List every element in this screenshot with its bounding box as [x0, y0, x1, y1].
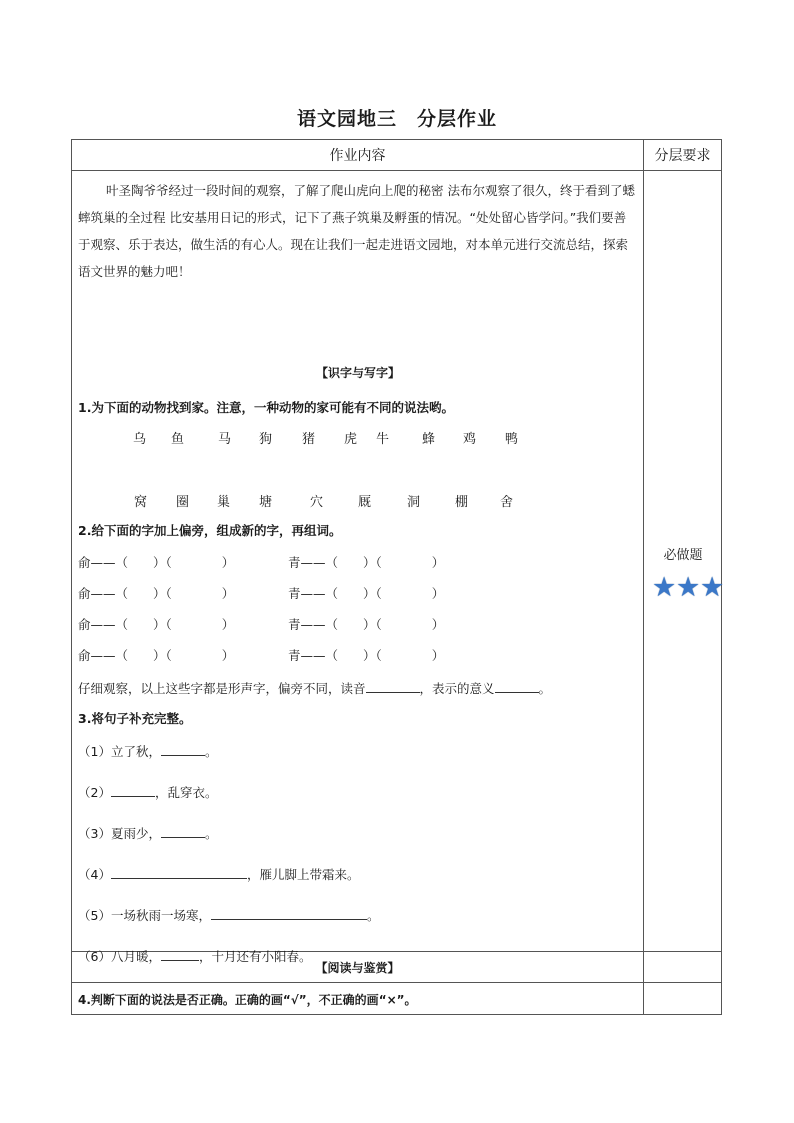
animal-char: 乌: [133, 432, 147, 447]
answer-blank[interactable]: [161, 743, 205, 756]
home-char: 洞: [407, 495, 421, 510]
radical-left[interactable]: 俞——（ ）（ ）: [78, 586, 235, 601]
sentence-pre: （2）: [78, 785, 111, 800]
answer-blank[interactable]: [211, 907, 367, 920]
animal-char: 鱼: [171, 432, 185, 447]
radical-note-a: 仔细观察，以上这些字都是形声字，偏旁不同，读音: [78, 681, 366, 696]
radical-right[interactable]: 青——（ ）（ ）: [288, 617, 445, 632]
home-char: 圈: [176, 495, 190, 510]
homework-table: [71, 139, 725, 1015]
question-3: 3.将句子补充完整。: [78, 711, 192, 726]
radical-note-b: ，表示的意义: [419, 681, 495, 696]
page-title: 语文园地三 分层作业: [296, 108, 497, 130]
sentence-pre: （5）一场秋雨一场寒，: [78, 908, 211, 923]
home-char: 舍: [500, 495, 514, 510]
sentence-item: [78, 742, 217, 760]
sentence-post: ，乱穿衣。: [154, 785, 218, 800]
sentence-item: [78, 906, 379, 924]
section-heading-literacy: 【识字与写字】: [315, 366, 400, 380]
animal-char: 猪: [302, 432, 316, 447]
home-char: 穴: [310, 495, 324, 510]
sentence-pre: （4）: [78, 867, 111, 882]
level-cell: [644, 171, 725, 952]
header-content: 作业内容: [72, 140, 644, 171]
radical-right[interactable]: 青——（ ）（ ）: [288, 586, 445, 601]
animal-char: 鸡: [463, 432, 477, 447]
home-char: 棚: [455, 495, 469, 510]
radical-right[interactable]: 青——（ ）（ ）: [288, 648, 445, 663]
animal-char: 牛: [376, 432, 390, 447]
sentence-item: [78, 865, 359, 883]
sentence-item: [78, 824, 217, 842]
answer-blank[interactable]: [161, 825, 205, 838]
sentence-pre: （3）夏雨少，: [78, 826, 161, 841]
radical-left[interactable]: 俞——（ ）（ ）: [78, 555, 235, 570]
section-heading-reading: 【阅读与鉴赏】: [72, 952, 644, 983]
intro-paragraph: 叶圣陶爷爷经过一段时间的观察，了解了爬山虎向上爬的秘密 法布尔观察了很久，终于看到了蟋蟀筑巢的全过程 比安基用日记的形式，记下了燕子筑巢及孵蛋的情况。“处处留心皆学问。”我们要善于观察、乐于表达，做生活的有心人。现在让我们一起走进语文园地，对本单元进行交流总结，探索语文世界的魅力吧！: [78, 183, 635, 279]
sentence-post: 。: [204, 826, 218, 841]
sentence-pre: （6）八月暖，: [78, 949, 161, 964]
question-2: 2.给下面的字加上偏旁，组成新的字，再组词。: [78, 523, 342, 538]
sentence-post: ，十月还有小阳春。: [198, 949, 312, 964]
answer-blank[interactable]: [111, 866, 247, 879]
level-cell-empty: [644, 983, 722, 1015]
home-char: 塘: [259, 495, 273, 510]
home-char: 巢: [217, 495, 231, 510]
answer-blank[interactable]: [366, 680, 420, 693]
animal-char: 虎: [344, 432, 358, 447]
content-cell: [72, 171, 644, 964]
home-char: 厩: [358, 495, 372, 510]
sentence-item: [78, 947, 311, 965]
sentence-post: 。: [204, 744, 218, 759]
radical-left[interactable]: 俞——（ ）（ ）: [78, 617, 235, 632]
level-label: 必做题: [663, 548, 703, 563]
answer-blank[interactable]: [111, 784, 155, 797]
animal-char: 鸭: [505, 432, 519, 447]
sentence-post: ，雁儿脚上带霜来。: [246, 867, 360, 882]
radical-right[interactable]: 青——（ ）（ ）: [288, 555, 445, 570]
question-1: 1.为下面的动物找到家。注意，一种动物的家可能有不同的说法哟。: [78, 400, 454, 415]
star-icon: ★: [700, 572, 725, 603]
header-level: 分层要求: [644, 140, 722, 171]
animal-char: 狗: [259, 432, 273, 447]
answer-blank[interactable]: [495, 680, 539, 693]
question-4-cell: [72, 983, 644, 1015]
animal-char: 蜂: [422, 432, 436, 447]
level-cell-empty: [644, 952, 722, 983]
question-4: 4.判断下面的说法是否正确。正确的画“√”，不正确的画“×”。: [78, 993, 417, 1007]
sentence-post: 。: [366, 908, 380, 923]
star-icon: ★: [676, 572, 701, 603]
radical-note-c: 。: [538, 681, 552, 696]
radical-left[interactable]: 俞——（ ）（ ）: [78, 648, 235, 663]
sentence-item: [78, 783, 217, 801]
star-icon: ★: [652, 572, 677, 603]
home-char: 窝: [134, 495, 148, 510]
radical-note: [78, 679, 551, 697]
answer-blank[interactable]: [161, 948, 199, 961]
sentence-pre: （1）立了秋，: [78, 744, 161, 759]
animal-char: 马: [218, 432, 232, 447]
